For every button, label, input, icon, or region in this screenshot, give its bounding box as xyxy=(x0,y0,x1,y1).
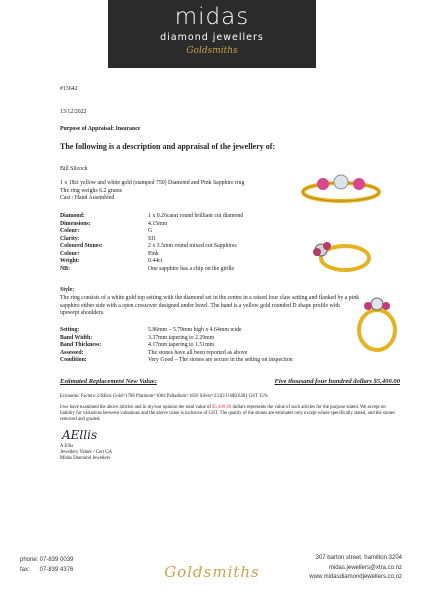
signer-line: Jewellery Valuer / Cert GA xyxy=(60,450,113,456)
spec-row xyxy=(60,327,360,335)
spec-key: Diamond: xyxy=(60,213,85,219)
spec-value: The stones have all been reported as above xyxy=(148,349,248,356)
spec-row xyxy=(60,221,360,229)
spec-value: 1 x 0.26carat round brilliant cut diamond xyxy=(148,213,244,219)
declaration-value: $5,400.00 xyxy=(212,405,232,410)
spec-row xyxy=(60,342,360,350)
spec-row xyxy=(60,335,360,343)
spec-value: 0.44ct xyxy=(148,258,163,264)
spec-key: Weight: xyxy=(60,258,80,264)
phone-label: phone: xyxy=(20,557,39,563)
footer-script: Goldsmiths xyxy=(164,563,260,581)
spec-key: Dimensions: xyxy=(60,220,91,227)
purpose-value: Insurance xyxy=(115,126,141,132)
spec-row xyxy=(60,213,360,221)
phone-number: 07-839 0039 xyxy=(39,557,74,563)
economic-factors: Economic Factors: US$/oz Gold=1788 Platinum=1004 Palladium=1850 Silver=23.03 US$0.6381 GST 15% xyxy=(60,394,268,399)
estimated-value-line xyxy=(60,378,400,385)
declaration-text-1: I/we have examined the above articles and in my/our opinion the total value of xyxy=(60,405,211,410)
spec-value: 5.86mm – 5.79mm high x 4.64mm wide xyxy=(148,327,242,333)
description-line: Cast / Hand Assembled xyxy=(60,195,115,201)
spec-value: G xyxy=(148,228,153,234)
footer-contact xyxy=(20,555,73,575)
style-label: Style: xyxy=(60,287,75,293)
website-link[interactable]: www.midasdiamondjewellers.co.nz xyxy=(309,574,402,580)
appraisal-date: 13/12/2022 xyxy=(60,109,87,115)
spec-value: 3.37mm tapering to 2.29mm xyxy=(148,334,215,341)
fax-label: fax: xyxy=(20,567,30,573)
spec-key: NB: xyxy=(60,265,70,272)
spec-key: Colour: xyxy=(60,228,80,234)
spec-value: 4.17mm tapering to 1.51mm xyxy=(148,342,215,348)
brand-name: midas xyxy=(174,4,250,30)
spec-key: Band Thickness: xyxy=(60,342,102,348)
spec-row xyxy=(60,350,360,358)
spec-key: Colour: xyxy=(60,250,80,257)
signer-line: Midas Diamond Jewellers xyxy=(60,456,111,462)
fax-line xyxy=(20,565,73,575)
spec-key: Setting: xyxy=(60,327,80,333)
estimated-value-label: Estimated Replacement New Value: xyxy=(60,378,157,385)
spec-value: One sapphire has a chip on the girdle xyxy=(148,265,235,272)
signer-line: A Ellis xyxy=(60,444,74,449)
address-line: 307 barton street, hamilton 3204 xyxy=(315,555,402,561)
spec-key: Condition: xyxy=(60,357,87,363)
estimated-value-amount: Five thousand four hundred dollars $5,400.00 xyxy=(274,378,400,385)
spec-key: Band Width: xyxy=(60,334,93,341)
purpose-line xyxy=(60,126,140,134)
declaration-text-2: dollars represents the value of such articles for the purpose stated. We accept no liability for variations between valuations and the above value is inclusive of GST. The quality of the stones are estimates only except where specifically stated, and the stones removed and graded. xyxy=(60,405,395,423)
brand-header xyxy=(108,0,316,68)
appraisal-heading: The following is a description and appraisal of the jewellery of: xyxy=(60,142,276,151)
fax-number: 07-839 4376 xyxy=(39,567,74,573)
footer-address xyxy=(309,554,402,583)
brand-subtitle: diamond jewellers xyxy=(160,32,264,43)
description-block xyxy=(60,180,290,203)
signature: AEllis xyxy=(62,428,98,442)
signer-block xyxy=(60,444,112,463)
declaration xyxy=(60,405,400,424)
purpose-label: Purpose of Appraisal: xyxy=(60,126,115,132)
reference-number: #13642 xyxy=(60,86,78,92)
ring-photo-side xyxy=(305,228,375,276)
spec-value: SI1 xyxy=(148,235,157,242)
description-line: The ring weighs 6.2 grams xyxy=(60,187,122,194)
spec-key: Coloured Stones: xyxy=(60,243,103,249)
style-description: The ring consists of a white gold top setting with the diamond set in the centre in a raised four claw setting and flanked by a pink sapphire either side with a open crossover designed under bezel. The band is a yellow gold rounded D shape profile with upswept shoulders. xyxy=(60,295,360,316)
spec-row xyxy=(60,357,360,365)
spec-value: Very Good – The stones are secure in the setting on inspection xyxy=(148,357,293,363)
ring-photo-front xyxy=(298,166,384,204)
spec-value: Pink xyxy=(148,250,159,257)
spec-value: 4.15mm xyxy=(148,220,168,227)
spec-value: 2 x 3.5mm round mixed cut Sapphires xyxy=(148,243,237,249)
spec-key: Assessed: xyxy=(60,349,84,356)
description-line: 1 x 18ct yellow and white gold (stamped 750) Diamond and Pink Sapphire ring xyxy=(60,180,245,186)
brand-script: Goldsmiths xyxy=(186,46,238,56)
setting-specs xyxy=(60,327,360,365)
phone-line xyxy=(20,555,73,565)
email-link[interactable]: midas.jewellers@xtra.co.nz xyxy=(328,564,402,571)
client-name: Bill Silcock xyxy=(60,166,88,172)
spec-key: Clarity: xyxy=(60,235,80,242)
